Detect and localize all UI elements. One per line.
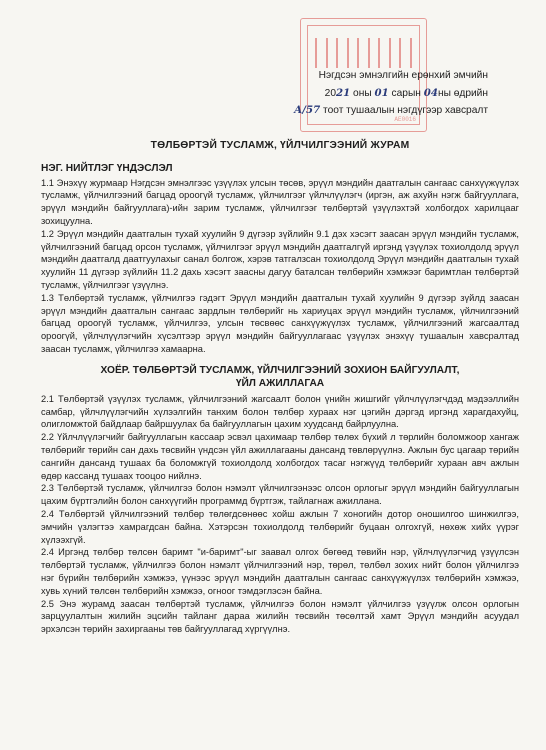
paragraph-1-2: 1.2 Эрүүл мэндийн даатгалын тухай хуулийн 9 дүгээр зүйлийн 9.1 дэх хэсэгт заасан эрүүл мэндийн тусламж, үйлчилгээний багцад орсон тусламж, үйлчилгээг эрүүл мэндийн даатгалгүй иргэнд үзүүлэх тохиолдолд эрүүл мэндийн даатгалд даатгуулахыг санал болгож, хэрэв татгалзсан тохиолдолд Эрүүл мэндийн даатгалын тухай хуулийн 11 дүгээр зүйлийн 11.2 дахь хэсэгт заасны дагуу баталсан төлбөрийн хэмжээг баримтлан төлбөртэй тусламж, үйлчилгээг үзүүлнэ.: [41, 228, 519, 290]
stamp-glyph: [357, 38, 370, 68]
section-2-heading: [41, 364, 519, 390]
stamp-glyph: [378, 38, 391, 68]
approval-line-2: [294, 85, 488, 103]
month-handwritten: 01: [374, 86, 389, 99]
paragraph-2-4: 2.4 Төлбөртэй үйлчилгээний төлбөр төлөгдсөнөөс хойш ажлын 7 хоногийн дотор оношилгоо шинжилгээ, эмчийн үзлэгтээ хамрагдсан байна. Хэтэрсэн тохиолдолд төлбөрийг буцаан олгохгүй, нөхөж хийх үүрэг хүлээхгүй.: [41, 508, 519, 545]
paragraph-2-1: 2.1 Төлбөртэй үзүүлэх тусламж, үйлчилгээний жагсаалт болон үнийн жишгийг үйлчлүүлэгчдэд мэдээллийн самбар, үйлчлүүлэгчийн хүлээлгийн танхим болон төлбөр хураах нэг цэгийн дэргэд иргэнд харагдахуйц, олигломжтой байдлаар байршуулах ба байгууллагын цахим хуудсанд байрлуулна.: [41, 393, 519, 430]
paragraph-1-1: 1.1 Энэхүү журмаар Нэгдсэн эмнэлгээс үзүүлэх улсын төсөв, эрүүл мэндийн даатгалын сангаас санхүүжүүлэх тусламж, үйлчилгээний багцад ороогүй тусламж, үйлчилгээг үйлчлүүлэгч (иргэн, аж ахуйн нэгж байгууллага, эрүүл мэндийн байгууллага)-ийн зарим тусламж, үйлчилгээг төлбөртэй үзүүлэхтэй холбогдох харилцааг зохицуулна.: [41, 177, 519, 226]
approval-line-3-text: тоот тушаалын нэгдүгээр хавсралт: [323, 105, 488, 116]
stamp-glyph: [315, 38, 328, 68]
approval-line-3: [294, 102, 488, 120]
paragraph-2-2: 2.2 Үйлчлүүлэгчийг байгууллагын кассаар эсвэл цахимаар төлбөр төлөх бүхий л төрлийн боломжоор хангаж төлбөрийг төрийн сан дахь төсвийн үндсэн үйл ажиллагааны дансанд төвлөрүүлнэ. Ажлын бус цагаар төрийн сангийн дансанд тушаах ба боломжгүй тохиолдолд холбогдох тасаг нэгжүүд төлбөрийг хураан авч ажлын өдөр кассанд тушаах тооцоо нийлнэ.: [41, 432, 519, 481]
paragraph-2-5: 2.5 Энэ журамд заасан төлбөртэй тусламж, үйлчилгээ болон нэмэлт үйлчилгээ үзүүлж олсон орлогын зарцуулалтын жилийн эцсийн тайланг дараа жилийн төсвийн төсөлтэй хамт Эрүүл мэндийн асуудал эрхэлсэн төрийн захиргааны төв байгууллагад хүргүүлнэ.: [41, 598, 519, 635]
month-suffix: сарын: [391, 87, 421, 99]
approval-block: [294, 68, 488, 120]
paragraph-1-3: 1.3 Төлбөртэй тусламж, үйлчилгээ гэдэгт Эрүүл мэндийн даатгалын тухай хуулийн 9 дүгээр зүйлд заасан эрүүл мэндийн даатгалын сангаас зардлын төлбөрийг нь хариуцах эрүүл мэндийн тусламж, үйлчилгээний багцад ороогүй тусламж, үйлчилгээ, улсын төсвөөс санхүүжүүлэх тусламж, үйлчилгээний жагсаалтад ороогүй, үйлчлүүлэгчийн хүсэлтээр эрүүл мэндийн байгууллагаас үзүүлэх энэхүү тушаалын хавсралтад заасан тусламж, үйлчилгээ хамаарна.: [41, 292, 519, 354]
paragraph-2-4b: 2.4 Иргэнд төлбөр төлсөн баримт "и-баримт"-ыг заавал олгох бөгөөд төвийн нэр, үйлчлүүлэгчид үзүүлсэн төлбөртэй тусламж, үйлчилгээ болон нэмэлт үйлчилгээний нэр, төрөл, төлбөл зохих нийт болон үйлчилгээ нэг бүрийн төлбөрийн хэмжээ, үүнээс эрүүл мэндийн даатгалын сангаас санхүүжүүлэх төлбөрийн хэмжээ, хувь хүний төлсөн төлбөрийн хэмжээ, огноог тэмдэглэсэн байна.: [41, 547, 519, 596]
stamp-glyph: [399, 38, 412, 68]
paragraph-2-3: 2.3 Төлбөртэй тусламж, үйлчилгээ болон нэмэлт үйлчилгээнээс олсон орлогыг эрүүл мэндийн байгууллагын цахим бүртгэлийн болон санхүүгийн программд бүртгэж, тайлагнаж ажиллана.: [41, 483, 519, 507]
order-number-handwritten: А/57: [293, 104, 321, 116]
year-prefix: 20: [324, 87, 336, 99]
stamp-code: AE0016: [394, 116, 416, 123]
year-suffix: оны: [353, 87, 372, 99]
document-body: [41, 140, 519, 636]
section-2-heading-line-2: ҮЙЛ АЖИЛЛАГАА: [235, 377, 325, 389]
day-handwritten: 04: [423, 86, 438, 99]
section-1-heading: НЭГ. НИЙТЛЭГ ҮНДЭСЛЭЛ: [41, 162, 173, 174]
section-2-heading-line-1: ХОЁР. ТӨЛБӨРТЭЙ ТУСЛАМЖ, ҮЙЛЧИЛГЭЭНИЙ ЗОХИОН БАЙГУУЛАЛТ,: [100, 364, 460, 376]
stamp-script-glyphs: [311, 33, 416, 73]
stamp-glyph: [336, 38, 349, 68]
year-handwritten: 21: [336, 86, 351, 99]
day-suffix: ны өдрийн: [437, 87, 488, 99]
document-title: ТӨЛБӨРТЭЙ ТУСЛАМЖ, ҮЙЛЧИЛГЭЭНИЙ ЖУРАМ: [150, 140, 410, 151]
approval-line-1: Нэгдсэн эмнэлгийн ерөнхий эмчийн: [318, 70, 488, 81]
